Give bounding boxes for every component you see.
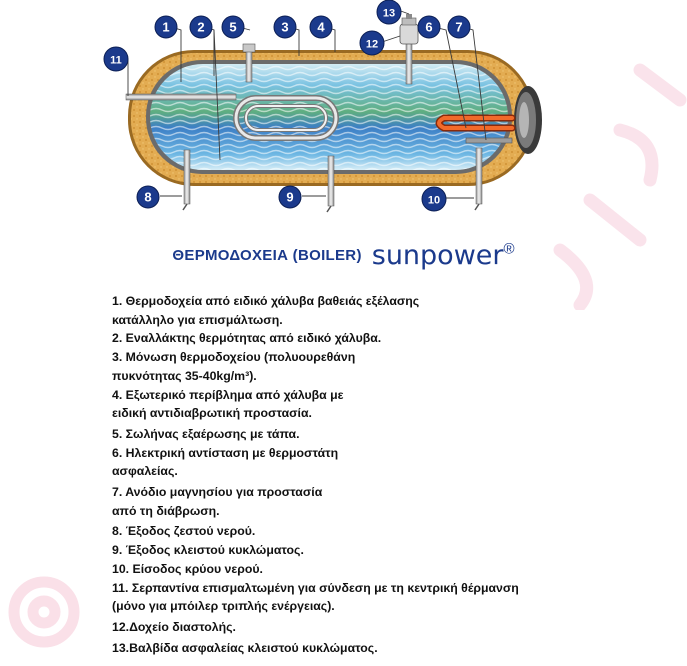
watermark-logo <box>0 560 90 660</box>
brand-name: sunpower <box>371 240 504 271</box>
callout-number: 3 <box>281 19 289 35</box>
legend-item: 2. Εναλλάκτης θερμότητας από ειδικό χάλυβα. <box>112 331 382 346</box>
callout-number: 1 <box>162 19 170 35</box>
callout-number: 13 <box>382 7 396 20</box>
callout-number: 11 <box>110 54 122 67</box>
legend-item: 8. Έξοδος ζεστού νερού. <box>112 524 256 539</box>
safety-valve-assembly <box>400 14 418 44</box>
callout-number: 8 <box>144 189 152 205</box>
legend-list <box>112 292 672 657</box>
legend-item: 12.Δοχείο διαστολής. <box>112 619 236 634</box>
callout-number: 9 <box>286 189 294 205</box>
legend-item: 3. Μόνωση θερμοδοχείου (πολυουρεθάνη πυκνότητας 35-40kg/m³). <box>112 350 356 383</box>
callout-number: 5 <box>229 19 237 35</box>
magnesium-anode <box>466 138 512 143</box>
title-text: ΘΕΡΜΟΔΟΧΕΙΑ (BOILER) <box>172 247 362 264</box>
callout-number: 7 <box>455 19 463 35</box>
legend-item: 1. Θερμοδοχεία από ειδικό χάλυβα βαθειάς εξέλασης κατάλληλο για επισμάλτωση. <box>112 294 420 327</box>
callout-number: 10 <box>427 194 441 207</box>
registered-mark: ® <box>503 240 515 258</box>
callout-number: 6 <box>425 19 433 35</box>
vent-cap <box>243 44 255 52</box>
callout-number: 2 <box>197 19 205 35</box>
legend-item: 7. Ανόδιο μαγνησίου για προστασία από τη διάβρωση. <box>112 485 323 518</box>
legend-item: 9. Έξοδος κλειστού κυκλώματος. <box>112 543 304 558</box>
callout-number: 12 <box>365 38 379 51</box>
legend-item: 6. Ηλεκτρική αντίσταση με θερμοστάτη ασφαλείας. <box>112 445 339 479</box>
legend-item: 5. Σωλήνας εξαέρωσης με τάπα. <box>112 426 300 441</box>
legend-item: 4. Εξωτερικό περίβλημα από χάλυβα με ειδική αντιδιαβρωτική προστασία. <box>112 387 344 421</box>
watermark-arc <box>520 50 687 310</box>
legend-item: 10. Είσοδος κρύου νερού. <box>112 561 263 576</box>
legend-item: 11. Σερπαντίνα επισμαλτωμένη για σύνδεση με τη κεντρική θέρμανση (μόνο για μπόιλερ τριπλής ενέργειας). <box>112 580 519 614</box>
legend-item: 13.Βαλβίδα ασφαλείας κλειστού κυκλώματος. <box>112 640 378 655</box>
callout-number: 4 <box>317 19 325 35</box>
